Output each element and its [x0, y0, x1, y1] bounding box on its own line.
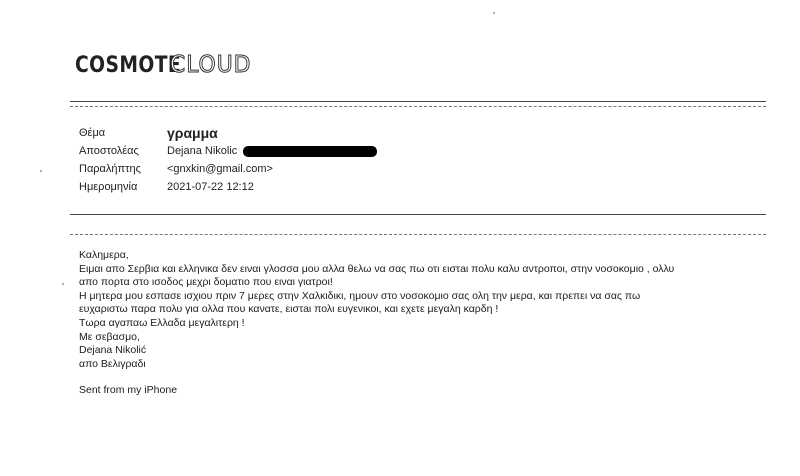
body-line: Η μητερα μου εσπασε ισχιου πριν 7 μερες στην Χαλκιδικι, ημουν στο νοσοκομιο σας ολη την μερα, και πρεπει να σας πω — [79, 289, 641, 302]
sender-name: Dejana Nikolic — [167, 145, 238, 157]
scan-speck — [62, 283, 64, 285]
body-line: απο Βελιγραδι — [79, 357, 146, 370]
redaction-bar — [243, 146, 377, 157]
sender-label: Αποστολέας — [79, 145, 139, 157]
body-divider-dashed — [70, 234, 766, 235]
recipient-label: Παραλήπτης — [79, 163, 141, 175]
body-line: Ειμαι απο Σερβια και ελληνικα δεν ειναι γλοσσα μου αλλα θελω να σας πω οτι ειστaι πολυ καλυ αντροποι, στην νοσοκομιο , ολλυ — [79, 262, 675, 275]
email-signoff: Sent from my iPhone — [79, 384, 178, 397]
sender-row — [79, 142, 377, 160]
subject-row — [79, 124, 377, 142]
date-row — [79, 178, 377, 196]
body-line: Καλημερα, — [79, 249, 129, 261]
date-label: Ημερομηνία — [79, 181, 138, 193]
scan-speck — [493, 12, 495, 14]
header-divider — [70, 101, 766, 102]
meta-divider — [70, 214, 766, 215]
logo-product: CLOUD — [170, 52, 252, 78]
cosmote-cloud-logo — [75, 52, 256, 84]
email-metadata — [79, 124, 377, 196]
subject-label: Θέμα — [79, 127, 106, 139]
body-line: Dejana Nikolić — [79, 344, 147, 357]
body-line: Με σεβασμο, — [79, 330, 140, 343]
body-line: Τωρα αγαπαω Ελλαδα μεγαλιτερη ! — [79, 316, 245, 329]
body-line: απο πορτα στο ισοδος μεχρι δοματιο που ειναι γιατροι! — [79, 276, 333, 289]
email-body — [79, 249, 769, 398]
header-divider-dashed — [70, 106, 766, 107]
scan-speck — [40, 170, 42, 172]
date-value: 2021-07-22 12:12 — [167, 181, 254, 193]
logo-brand: COSMOTE — [75, 53, 182, 78]
subject-value: γραμμα — [167, 125, 218, 141]
recipient-row — [79, 160, 377, 178]
body-line: ευχαριστω παρα πολυ για ολλα που κανατε, ειστaι πολι ευγενικοι, και εχετε μεγαλη καρδη ! — [79, 303, 499, 316]
sender-value — [167, 145, 377, 157]
recipient-value: <gnxkin@gmail.com> — [167, 163, 273, 175]
